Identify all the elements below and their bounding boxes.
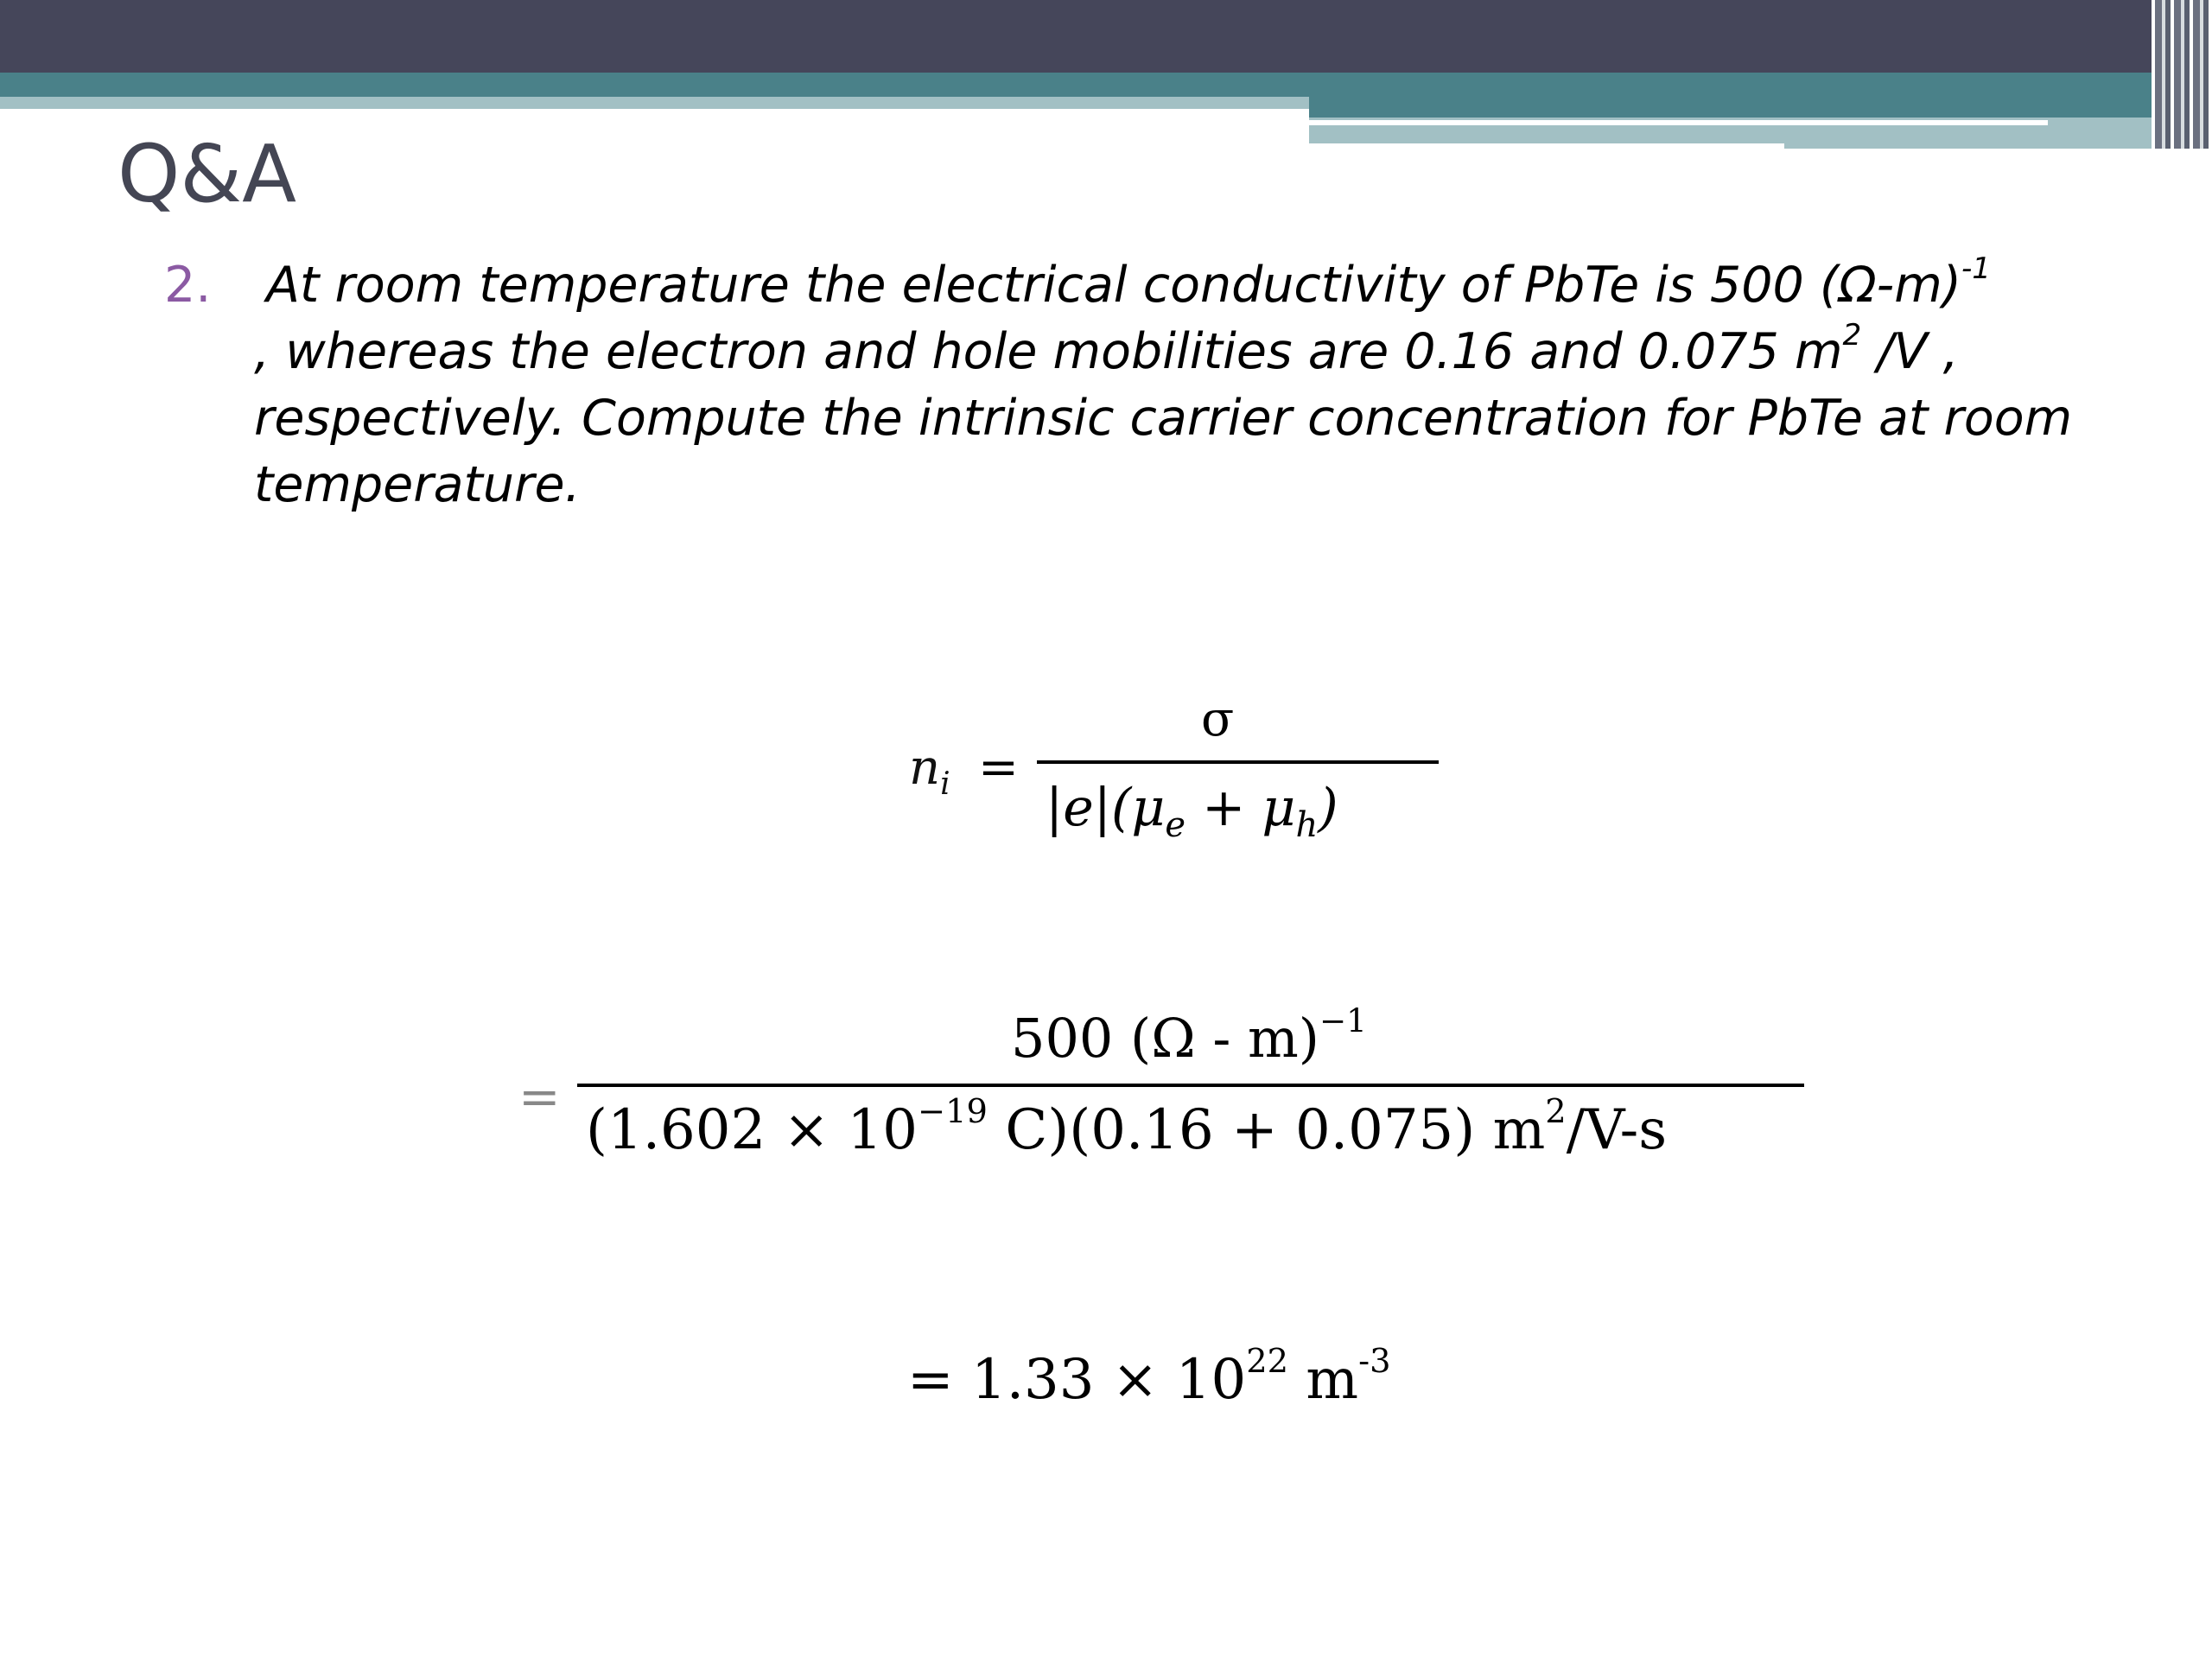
header-band-teal: [0, 73, 1309, 97]
equation-formula: [899, 691, 1417, 881]
equals-sign: =: [518, 1067, 561, 1126]
question-number: 2.: [164, 257, 212, 314]
question-line-4: temperature.: [254, 456, 581, 513]
header-band-dark: [0, 0, 2212, 73]
header-band-line: [1309, 120, 2048, 125]
question-line-1: At room temperature the electrical conductivity of PbTe is 500 $(\Omega-m)^{-1}$: [266, 251, 1992, 314]
header-band-line-short: [1309, 143, 1784, 149]
question-text: [166, 252, 2145, 518]
question-block: [166, 252, 2145, 518]
slide-title: Q&A: [118, 128, 297, 220]
equation-lhs: $n_i$: [909, 740, 950, 803]
fraction-bar: [577, 1084, 1804, 1087]
substitution-numerator: 500 (Ω - m)$^{-1}$: [1011, 1001, 1367, 1070]
equals-sign: =: [978, 740, 1019, 796]
question-line-3: respectively. Compute the intrinsic carrier concentration for PbTe at room: [254, 390, 2073, 447]
equation-numerator: σ: [1201, 691, 1235, 747]
equation-substitution: [518, 1001, 1815, 1197]
equation-result: = $1.33 \times 10^{22}$ $m^{-3}$: [907, 1342, 1391, 1412]
question-line-2: , whereas the electron and hole mobilities are 0.16 and 0.075 $m^2$ /V ,: [254, 318, 1959, 380]
header-band-right-teal: [1309, 73, 2212, 118]
header-band-light: [0, 97, 1309, 109]
substitution-denominator: ($1.602 \times 10^{-19}$ C)(0.16 + 0.075) $m^2/V-s$: [586, 1092, 1668, 1162]
header-stripes: [2152, 0, 2212, 149]
equation-denominator: $|e|(\mu_e + \mu_h)$: [1046, 778, 1338, 845]
fraction-bar: [1037, 760, 1439, 764]
